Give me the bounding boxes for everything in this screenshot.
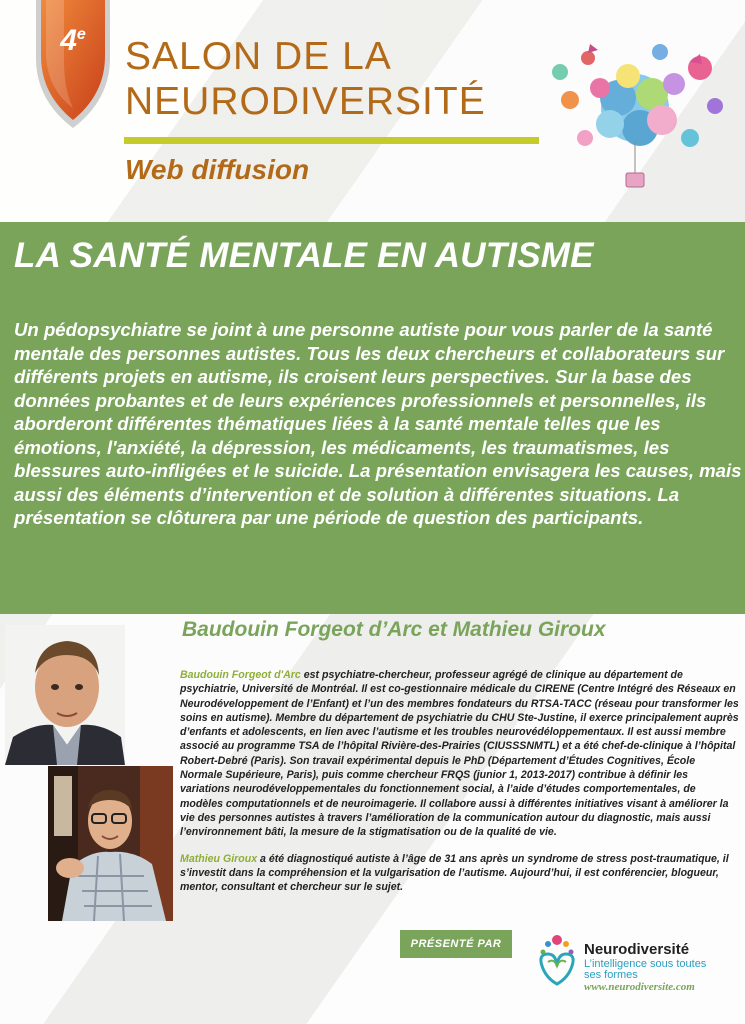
topic-heading: LA SANTÉ MENTALE EN AUTISME bbox=[14, 236, 594, 275]
edition-shield-icon bbox=[34, 0, 112, 130]
title-divider bbox=[124, 137, 539, 144]
bio-text-mathieu: a été diagnostiqué autiste à l’âge de 31 ans après un syndrome de stress post-traumatique, il s’investit dans la compréhension et la vulgarisation de l’autisme. Aujourd’hui, il est conférencier, blogueur, mentor, consultant et chercheur sur le sujet. bbox=[180, 852, 729, 894]
speaker-bios bbox=[180, 668, 740, 906]
presented-by-badge: PRÉSENTÉ PAR bbox=[400, 930, 512, 958]
bio-name-baudouin: Baudouin Forgeot d'Arc bbox=[180, 669, 301, 681]
speaker-photo-mathieu bbox=[48, 766, 173, 921]
event-title: SALON DE LA NEURODIVERSITÉ bbox=[125, 35, 486, 123]
bio-text-baudouin: est psychiatre-chercheur, professeur agrégé de clinique au département de psychiatrie, Université de Montréal. Il est co-gestionnaire médicale du CIRENE (Centre Intégré des Réseaux en Neurodéveloppement de l’Enfant) et l’un des membres fondateurs du RTSA-TACC (réseau pour transformer les soins en autisme). Membre du département de psychiatrie du CHU Ste-Justine, il exerce principalement auprès d’enfants et adolescents, en lien avec l’autisme et les troubles neurovédéloppementaux. Il est aussi membre associé au programme TSA de l’hôpital Rivière-des-Prairies (CIUSSSNMTL) et a été chef-de-clinique à l’hôpital Robert-Debré (Paris). Son travail expérimental depuis le PhD (Département d’Études Cognitives, École Normale Supérieure, Paris), puis comme chercheur FRQS (junior 1, 2013-2017) contribue à définir les variations neurodéveloppementales du fonctionnement social, à l’aide d’études comportementales, de modèles computationnels et de neuroimagerie. Il collabore aussi à différentes initiatives visant à améliorer la vie des personnes autistes à travers l’amélioration de la communication autour du diagnostic, mais aussi l’environnement bâti, la mesure de la stigmatisation ou de la qualité de vie. bbox=[180, 669, 739, 839]
brand-name: Neurodiversité bbox=[584, 941, 690, 958]
bio-mathieu bbox=[180, 852, 740, 895]
butterfly-balloon-icon bbox=[540, 28, 740, 198]
header bbox=[0, 0, 745, 222]
edition-number: 4e bbox=[60, 24, 86, 57]
website-link[interactable]: www.neurodiversite.com bbox=[584, 981, 695, 993]
subtitle: Web diffusion bbox=[125, 154, 310, 185]
neurodiversite-logo-icon bbox=[534, 932, 580, 988]
speakers-title: Baudouin Forgeot d’Arc et Mathieu Giroux bbox=[182, 618, 606, 641]
bio-baudouin bbox=[180, 668, 740, 840]
brand-tagline: L’intelligence sous toutes ses formes bbox=[584, 958, 707, 981]
topic-description: Un pédopsychiatre se joint à une personne autiste pour vous parler de la santé mentale des personnes autistes. Tous les deux chercheurs et collaborateurs sur différents projets en autisme, ils croisent leurs perspectives. Sur la base des données probantes et de leurs expériences professionnels et personnelles, ils aborderont différentes thématiques liées à la santé mentale telles que les émotions, l'anxiété, la dépression, les médicaments, les traumatismes, les blessures auto-infligées et le suicide. La présentation envisagera les causes, mais aussi des éléments d’intervention et de solution à différentes situations. La présentation se clôturera par une période de question des participants. bbox=[14, 319, 742, 528]
speaker-photo-baudouin bbox=[5, 625, 125, 765]
topic-panel bbox=[0, 222, 745, 614]
bio-name-mathieu: Mathieu Giroux bbox=[180, 852, 258, 865]
